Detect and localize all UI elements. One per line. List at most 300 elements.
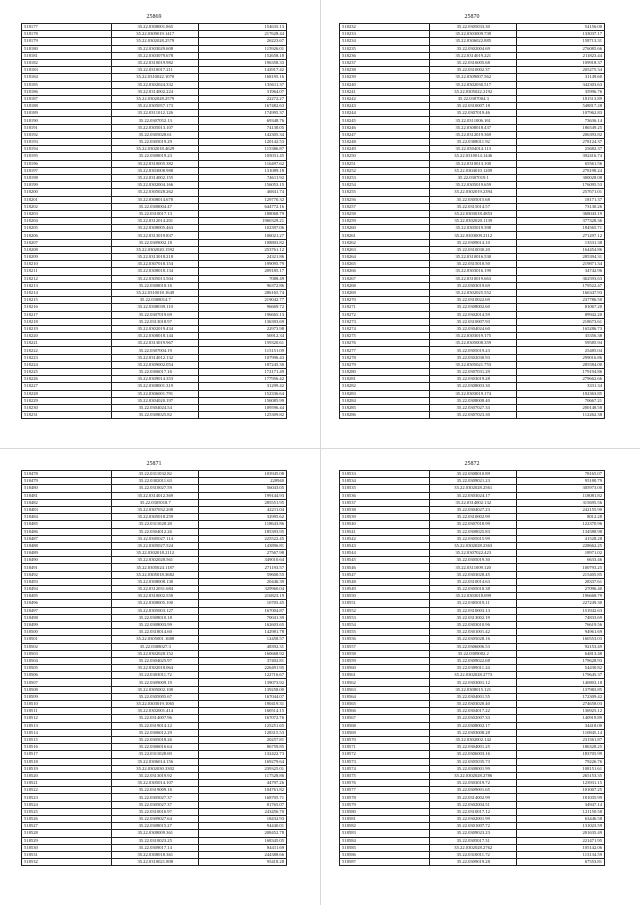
amount-cell: 221471.95 bbox=[517, 837, 605, 844]
amount-cell: 142981.78 bbox=[199, 629, 287, 636]
row-number-cell: 518276 bbox=[340, 340, 430, 347]
row-number-cell: 518246 bbox=[340, 124, 430, 131]
cadastral-code-cell: 35.22.0307032.208 bbox=[112, 506, 199, 513]
amount-cell: 154635.13 bbox=[199, 24, 287, 31]
table-row bbox=[22, 514, 287, 521]
row-number-cell: 518253 bbox=[340, 174, 430, 181]
table-row bbox=[22, 289, 287, 296]
row-number-cell: 518186 bbox=[22, 88, 112, 95]
row-number-cell: 518485 bbox=[22, 521, 112, 528]
amount-cell: 199095.79 bbox=[199, 261, 287, 268]
table-row bbox=[340, 808, 605, 815]
table-row bbox=[340, 851, 605, 858]
row-number-cell: 518229 bbox=[22, 397, 112, 404]
table-row bbox=[22, 643, 287, 650]
cadastral-code-cell: 35.22.0303008.988 bbox=[112, 167, 199, 174]
table-row bbox=[340, 24, 605, 31]
table-row bbox=[22, 160, 287, 167]
amount-cell: 243456.70 bbox=[199, 808, 287, 815]
amount-cell: 215405.85 bbox=[517, 571, 605, 578]
row-number-cell: 518570 bbox=[340, 736, 430, 743]
cadastral-code-cell: 35.22.0302018.2112 bbox=[112, 550, 199, 557]
table-row bbox=[340, 139, 605, 146]
amount-cell: 112262.38 bbox=[517, 412, 605, 419]
cadastral-code-cell: 35.22.0308019.23 bbox=[112, 153, 199, 160]
row-number-cell: 518204 bbox=[22, 218, 112, 225]
row-number-cell: 518245 bbox=[340, 117, 430, 124]
cadastral-code-cell: 35.22.0308010.18 bbox=[112, 614, 199, 621]
amount-cell: 1960329.21 bbox=[199, 218, 287, 225]
page-divider-horizontal bbox=[0, 448, 640, 449]
table-row bbox=[22, 765, 287, 772]
cadastral-code-cell: 35.22.0309009.19 bbox=[112, 679, 199, 686]
row-number-cell: 518505 bbox=[22, 665, 112, 672]
row-number-cell: 518518 bbox=[22, 758, 112, 765]
amount-cell: 276085.66 bbox=[517, 45, 605, 52]
row-number-cell: 518555 bbox=[340, 629, 430, 636]
table-row bbox=[340, 340, 605, 347]
table-row bbox=[22, 24, 287, 31]
row-number-cell: 518222 bbox=[22, 347, 112, 354]
table-row bbox=[340, 758, 605, 765]
row-number-cell: 518272 bbox=[340, 311, 430, 318]
row-number-cell: 518511 bbox=[22, 708, 112, 715]
data-table bbox=[339, 23, 605, 419]
amount-cell: 56043.05 bbox=[199, 485, 287, 492]
row-number-cell: 518493 bbox=[22, 578, 112, 585]
table-row bbox=[22, 657, 287, 664]
cadastral-code-cell: 35.22.0305018.26 bbox=[112, 736, 199, 743]
table-row bbox=[22, 196, 287, 203]
row-number-cell: 518232 bbox=[340, 24, 430, 31]
table-row bbox=[340, 823, 605, 830]
cadastral-code-cell: 35.22.0307018.154 bbox=[112, 261, 199, 268]
row-number-cell: 518265 bbox=[340, 261, 430, 268]
row-number-cell: 518188 bbox=[22, 103, 112, 110]
amount-cell: 140803.18 bbox=[517, 679, 605, 686]
table-row bbox=[22, 354, 287, 361]
table-row bbox=[22, 311, 287, 318]
amount-cell: 278198.24 bbox=[517, 167, 605, 174]
amount-cell: 115386.87 bbox=[199, 146, 287, 153]
table-row bbox=[22, 571, 287, 578]
amount-cell: 377328.36 bbox=[517, 218, 605, 225]
amount-cell: 231561.87 bbox=[517, 736, 605, 743]
cadastral-code-cell: 35.22.0305021.753 bbox=[430, 361, 517, 368]
cadastral-code-cell: 35.22.0303018.4853 bbox=[430, 210, 517, 217]
amount-cell: 120142.53 bbox=[199, 139, 287, 146]
table-row bbox=[22, 859, 287, 866]
table-row bbox=[340, 765, 605, 772]
cadastral-code-cell: 35.22.0303010.96 bbox=[430, 621, 517, 628]
amount-cell: 8012.28 bbox=[517, 514, 605, 521]
table-row bbox=[340, 218, 605, 225]
table-row bbox=[22, 478, 287, 485]
cadastral-code-cell: 35.22.0306014.156 bbox=[112, 758, 199, 765]
amount-cell: 115926.01 bbox=[199, 45, 287, 52]
table-row bbox=[22, 325, 287, 332]
table-row bbox=[340, 153, 605, 160]
cadastral-code-cell: 35.22.0305013.504 bbox=[112, 275, 199, 282]
table-row bbox=[340, 268, 605, 275]
amount-cell: 102363.85 bbox=[517, 390, 605, 397]
row-number-cell: 518579 bbox=[340, 801, 430, 808]
table-row bbox=[22, 672, 287, 679]
table-row bbox=[340, 514, 605, 521]
amount-cell: 27567.98 bbox=[199, 550, 287, 557]
table-row bbox=[340, 369, 605, 376]
table-row bbox=[340, 571, 605, 578]
table-row bbox=[22, 88, 287, 95]
row-number-cell: 518180 bbox=[22, 45, 112, 52]
cadastral-code-cell: 35.22.0311006.161 bbox=[430, 117, 517, 124]
cadastral-code-cell: 35.22.0306001.791 bbox=[112, 390, 199, 397]
table-row bbox=[340, 325, 605, 332]
cadastral-code-cell: 35.22.0303011.72 bbox=[112, 672, 199, 679]
cadastral-code-cell: 35.22.0308008.40 bbox=[430, 397, 517, 404]
table-row bbox=[340, 67, 605, 74]
row-number-cell: 518501 bbox=[22, 636, 112, 643]
table-row bbox=[22, 780, 287, 787]
row-number-cell: 518201 bbox=[22, 196, 112, 203]
cadastral-code-cell: 35.22.0311028.28 bbox=[112, 521, 199, 528]
amount-cell: 392416.74 bbox=[517, 153, 605, 160]
row-number-cell: 518512 bbox=[22, 715, 112, 722]
cadastral-code-cell: 35.22.0305057.173 bbox=[112, 103, 199, 110]
table-row bbox=[340, 347, 605, 354]
row-number-cell: 518235 bbox=[340, 45, 430, 52]
amount-cell: 73130.26 bbox=[517, 203, 605, 210]
row-number-cell: 518196 bbox=[22, 160, 112, 167]
amount-cell: 242155.90 bbox=[517, 506, 605, 513]
table-row bbox=[22, 95, 287, 102]
table-row bbox=[340, 844, 605, 851]
amount-cell: 135611.37 bbox=[199, 81, 287, 88]
cadastral-code-cell: 35.22.0309022.68 bbox=[430, 657, 517, 664]
row-number-cell: 518575 bbox=[340, 772, 430, 779]
cadastral-code-cell: 35.22.0309019.1417 bbox=[112, 31, 199, 38]
amount-cell: 205275.34 bbox=[517, 67, 605, 74]
cadastral-code-cell: 35.22.0314019.221 bbox=[430, 52, 517, 59]
cadastral-code-cell: 35.22.0305027.114 bbox=[112, 535, 199, 542]
row-number-cell: 518238 bbox=[340, 67, 430, 74]
cadastral-code-cell: 35.22.0310016.97 bbox=[112, 808, 199, 815]
amount-cell: 94961.69 bbox=[517, 629, 605, 636]
cadastral-code-cell: 35.22.0315014.57 bbox=[430, 203, 517, 210]
row-number-cell: 518251 bbox=[340, 160, 430, 167]
cadastral-code-cell: 35.22.0303019.72 bbox=[430, 780, 517, 787]
cadastral-code-cell: 35.22.0305019.29 bbox=[112, 139, 199, 146]
cadastral-code-cell: 35.22.0308018.16 bbox=[112, 282, 199, 289]
table-row bbox=[22, 261, 287, 268]
cadastral-code-cell: 35.22.0305019.659 bbox=[430, 182, 517, 189]
row-number-cell: 518506 bbox=[22, 672, 112, 679]
table-row bbox=[22, 506, 287, 513]
cadastral-code-cell: 35.22.0305035.73 bbox=[430, 758, 517, 765]
table-row bbox=[22, 801, 287, 808]
data-table bbox=[339, 470, 605, 866]
row-number-cell: 518513 bbox=[22, 722, 112, 729]
table-row bbox=[340, 38, 605, 45]
cadastral-code-cell: 35.22.0314002.224 bbox=[112, 88, 199, 95]
table-row bbox=[340, 88, 605, 95]
amount-cell: 13531.38 bbox=[517, 239, 605, 246]
amount-cell: 285394.31 bbox=[517, 254, 605, 261]
row-number-cell: 518249 bbox=[340, 146, 430, 153]
table-row bbox=[22, 246, 287, 253]
cadastral-code-cell: 35.22.0309001.65 bbox=[430, 787, 517, 794]
table-row bbox=[22, 361, 287, 368]
table-row bbox=[22, 254, 287, 261]
table-row bbox=[22, 412, 287, 419]
amount-cell: 110845.14 bbox=[517, 729, 605, 736]
cadastral-code-cell: 35.22.0314012.369 bbox=[112, 492, 199, 499]
table-row bbox=[22, 124, 287, 131]
amount-cell: 237786.50 bbox=[517, 297, 605, 304]
amount-cell: 349010.64 bbox=[199, 557, 287, 564]
cadastral-code-cell: 35.22.0307004.3 bbox=[430, 95, 517, 102]
table-row bbox=[340, 318, 605, 325]
cadastral-code-cell: 35.22.0302007.33 bbox=[430, 715, 517, 722]
cadastral-code-cell: 35.22.0305028.61 bbox=[112, 131, 199, 138]
cadastral-code-cell: 35.22.0310017.211 bbox=[112, 67, 199, 74]
amount-cell: 3331.34 bbox=[517, 383, 605, 390]
row-number-cell: 518195 bbox=[22, 153, 112, 160]
table-row bbox=[22, 621, 287, 628]
table-row bbox=[22, 679, 287, 686]
table-row bbox=[22, 275, 287, 282]
row-number-cell: 518185 bbox=[22, 81, 112, 88]
table-row bbox=[340, 722, 605, 729]
amount-cell: 100793.25 bbox=[517, 564, 605, 571]
row-number-cell: 518181 bbox=[22, 52, 112, 59]
amount-cell: 105031.45 bbox=[199, 153, 287, 160]
cadastral-code-cell: 35.22.0302018.4629 bbox=[112, 146, 199, 153]
amount-cell: 44797.26 bbox=[199, 780, 287, 787]
table-row bbox=[22, 485, 287, 492]
table-row bbox=[22, 586, 287, 593]
row-number-cell: 518566 bbox=[340, 708, 430, 715]
table-row bbox=[22, 282, 287, 289]
row-number-cell: 518264 bbox=[340, 254, 430, 261]
table-row bbox=[340, 304, 605, 311]
cadastral-code-cell: 35.22.0306016.64 bbox=[112, 744, 199, 751]
amount-cell: 65561.56 bbox=[517, 160, 605, 167]
row-number-cell: 518240 bbox=[340, 81, 430, 88]
row-number-cell: 518562 bbox=[340, 679, 430, 686]
cadastral-code-cell: 35.22.0307019.46 bbox=[430, 110, 517, 117]
table-row bbox=[22, 794, 287, 801]
row-number-cell: 518248 bbox=[340, 139, 430, 146]
row-number-cell: 518525 bbox=[22, 808, 112, 815]
cadastral-code-cell: 35.22.0302002.142 bbox=[430, 736, 517, 743]
cadastral-code-cell: 35.22.0308027.3 bbox=[112, 643, 199, 650]
row-number-cell: 518271 bbox=[340, 304, 430, 311]
row-number-cell: 518486 bbox=[22, 528, 112, 535]
amount-cell: 128315.53 bbox=[199, 729, 287, 736]
row-number-cell: 518553 bbox=[340, 614, 430, 621]
cadastral-code-cell: 35.22.0308001.865 bbox=[112, 24, 199, 31]
row-number-cell: 518226 bbox=[22, 376, 112, 383]
cadastral-code-cell: 35.22.0303019.175 bbox=[430, 333, 517, 340]
cadastral-code-cell: 35.22.0307018.99 bbox=[430, 521, 517, 528]
row-number-cell: 518548 bbox=[340, 578, 430, 585]
cadastral-code-cell: 35.22.0314007.96 bbox=[112, 715, 199, 722]
row-number-cell: 518480 bbox=[22, 485, 112, 492]
table-row bbox=[22, 390, 287, 397]
amount-cell: 305973.00 bbox=[517, 485, 605, 492]
table-row bbox=[22, 304, 287, 311]
table-row bbox=[22, 614, 287, 621]
table-row bbox=[340, 167, 605, 174]
row-number-cell: 518273 bbox=[340, 318, 430, 325]
row-number-cell: 518522 bbox=[22, 787, 112, 794]
cadastral-code-cell: 35.22.0309011.24 bbox=[430, 665, 517, 672]
amount-cell: 34742.96 bbox=[517, 268, 605, 275]
table-row bbox=[340, 787, 605, 794]
row-number-cell: 518496 bbox=[22, 600, 112, 607]
table-row bbox=[340, 110, 605, 117]
amount-cell: 201635.49 bbox=[517, 830, 605, 837]
amount-cell: 274658.03 bbox=[517, 701, 605, 708]
row-number-cell: 518182 bbox=[22, 59, 112, 66]
amount-cell: 118081.82 bbox=[517, 492, 605, 499]
table-row bbox=[340, 859, 605, 866]
row-number-cell: 518281 bbox=[340, 376, 430, 383]
amount-cell: 187245.30 bbox=[199, 361, 287, 368]
table-row bbox=[340, 528, 605, 535]
row-number-cell: 518179 bbox=[22, 38, 112, 45]
cadastral-code-cell: 35.22.0305014.107 bbox=[112, 780, 199, 787]
cadastral-code-cell: 35.22.0308002.60 bbox=[430, 304, 517, 311]
cadastral-code-cell: 35.22.0302028.2363 bbox=[430, 542, 517, 549]
table-row bbox=[340, 275, 605, 282]
table-row bbox=[340, 131, 605, 138]
cadastral-code-cell: 35.22.0304025.97 bbox=[112, 657, 199, 664]
row-number-cell: 518479 bbox=[22, 478, 112, 485]
cadastral-code-cell: 35.22.0305019.23 bbox=[430, 347, 517, 354]
table-row bbox=[22, 650, 287, 657]
table-row bbox=[22, 383, 287, 390]
cadastral-code-cell: 35.22.0308025.82 bbox=[112, 412, 199, 419]
amount-cell: 31299.42 bbox=[199, 383, 287, 390]
row-number-cell: 518227 bbox=[22, 383, 112, 390]
row-number-cell: 518208 bbox=[22, 246, 112, 253]
row-number-cell: 518547 bbox=[340, 571, 430, 578]
row-number-cell: 518582 bbox=[340, 823, 430, 830]
row-number-cell: 518177 bbox=[22, 24, 112, 31]
amount-cell: 96372.86 bbox=[199, 282, 287, 289]
amount-cell: 46841.74 bbox=[199, 189, 287, 196]
row-number-cell: 518212 bbox=[22, 275, 112, 282]
amount-cell: 286165.74 bbox=[199, 289, 287, 296]
row-number-cell: 518219 bbox=[22, 325, 112, 332]
table-row bbox=[340, 59, 605, 66]
row-number-cell: 518275 bbox=[340, 333, 430, 340]
cadastral-code-cell: 35.22.0305019.11 bbox=[430, 600, 517, 607]
table-row bbox=[22, 81, 287, 88]
row-number-cell: 518538 bbox=[340, 506, 430, 513]
cadastral-code-cell: 35.22.0303020.40 bbox=[430, 701, 517, 708]
row-number-cell: 518537 bbox=[340, 499, 430, 506]
table-block bbox=[339, 459, 605, 866]
amount-cell: 134588.98 bbox=[517, 528, 605, 535]
amount-cell: 167004.87 bbox=[199, 607, 287, 614]
amount-cell: 117528.86 bbox=[199, 772, 287, 779]
cadastral-code-cell: 35.22.0310005.382 bbox=[112, 160, 199, 167]
row-number-cell: 518224 bbox=[22, 361, 112, 368]
amount-cell: 137983.85 bbox=[517, 686, 605, 693]
amount-cell: 179522.47 bbox=[517, 282, 605, 289]
amount-cell: 186328.25 bbox=[517, 744, 605, 751]
row-number-cell: 518541 bbox=[340, 528, 430, 535]
cadastral-code-cell: 35.22.0302028.2579 bbox=[112, 95, 199, 102]
row-number-cell: 518239 bbox=[340, 74, 430, 81]
row-number-cell: 518578 bbox=[340, 794, 430, 801]
table-row bbox=[340, 182, 605, 189]
cadastral-code-cell: 35.22.0310002.550 bbox=[112, 593, 199, 600]
cadastral-code-cell: 35.22.0310013.100 bbox=[430, 160, 517, 167]
amount-cell: 271193.57 bbox=[199, 564, 287, 571]
amount-cell: 107962.83 bbox=[517, 110, 605, 117]
cadastral-code-cell: 35.22.0305028.16 bbox=[430, 636, 517, 643]
cadastral-code-cell: 35.22.0308015.27 bbox=[112, 823, 199, 830]
row-number-cell: 518241 bbox=[340, 88, 430, 95]
cadastral-code-cell: 35.22.0302019.434 bbox=[112, 325, 199, 332]
table-row bbox=[22, 578, 287, 585]
cadastral-code-cell: 35.22.0309014.353 bbox=[112, 376, 199, 383]
table-row bbox=[340, 780, 605, 787]
row-number-cell: 518551 bbox=[340, 600, 430, 607]
amount-cell: 218673.61 bbox=[517, 318, 605, 325]
table-row bbox=[22, 347, 287, 354]
row-number-cell: 518559 bbox=[340, 657, 430, 664]
table-row bbox=[22, 521, 287, 528]
amount-cell: 285551.95 bbox=[199, 499, 287, 506]
row-number-cell: 518183 bbox=[22, 67, 112, 74]
table-row bbox=[22, 318, 287, 325]
amount-cell: 108803.82 bbox=[199, 239, 287, 246]
row-number-cell: 518484 bbox=[22, 514, 112, 521]
amount-cell: 7088.49 bbox=[199, 275, 287, 282]
amount-cell: 160553.03 bbox=[517, 636, 605, 643]
table-row bbox=[340, 679, 605, 686]
table-row bbox=[340, 564, 605, 571]
amount-cell: 48392.31 bbox=[199, 643, 287, 650]
table-row bbox=[22, 369, 287, 376]
amount-cell: 368043.19 bbox=[517, 210, 605, 217]
amount-cell: 89942.20 bbox=[517, 311, 605, 318]
cadastral-code-cell: 35.22.0318014.60 bbox=[112, 629, 199, 636]
amount-cell: 299016.86 bbox=[517, 354, 605, 361]
row-number-cell: 518500 bbox=[22, 629, 112, 636]
amount-cell: 168195.16 bbox=[199, 74, 287, 81]
cadastral-code-cell: 35.22.0305015.99 bbox=[430, 535, 517, 542]
cadastral-code-cell: 35.22.0303024.17 bbox=[430, 492, 517, 499]
table-row bbox=[340, 361, 605, 368]
table-row bbox=[340, 629, 605, 636]
block-title: 25872 bbox=[464, 461, 480, 467]
cadastral-code-cell: 35.22.0303016.199 bbox=[430, 268, 517, 275]
table-block bbox=[339, 12, 605, 419]
row-number-cell: 518568 bbox=[340, 722, 430, 729]
row-number-cell: 518585 bbox=[340, 844, 430, 851]
table-row bbox=[340, 225, 605, 232]
amount-cell: 167482.63 bbox=[199, 103, 287, 110]
table-row bbox=[340, 297, 605, 304]
amount-cell: 219871.34 bbox=[517, 261, 605, 268]
cadastral-code-cell: 35.22.0307019.1 bbox=[430, 174, 517, 181]
